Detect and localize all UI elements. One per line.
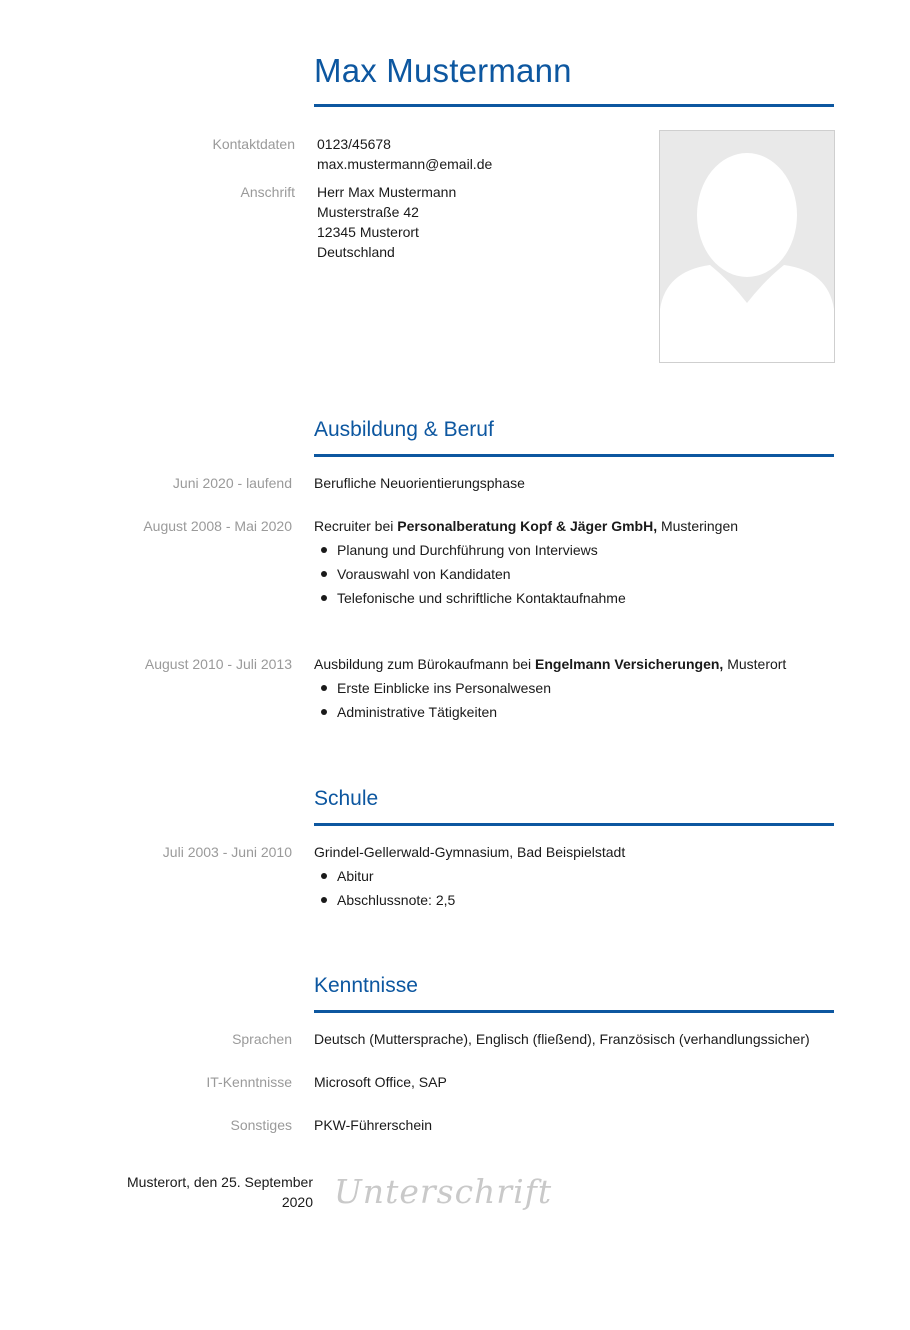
bullet-icon	[321, 571, 327, 577]
address-line: Herr Max Mustermann	[317, 184, 457, 200]
entry-text: Berufliche Neuorientierungsphase	[314, 475, 525, 491]
section-divider	[314, 1010, 834, 1013]
person-placeholder-icon	[660, 131, 834, 362]
entry-date: August 2008 - Mai 2020	[143, 518, 292, 534]
entry-date: August 2010 - Juli 2013	[144, 656, 292, 672]
title-divider	[314, 104, 834, 107]
bullet-list	[314, 864, 854, 912]
contact-phone: 0123/45678	[317, 136, 391, 152]
list-item	[337, 676, 854, 700]
bullet-list	[314, 676, 854, 724]
bullet-icon	[321, 595, 327, 601]
entry-text: Grindel-Gellerwald-Gymnasium, Bad Beispielstadt	[314, 844, 626, 860]
list-item	[337, 864, 854, 888]
contact-label: Kontaktdaten	[212, 136, 295, 152]
list-item	[337, 562, 854, 586]
list-item	[337, 700, 854, 724]
section-title-skills: Kenntnisse	[314, 974, 418, 997]
list-item-text: Telefonische und schriftliche Kontaktaufnahme	[337, 590, 626, 606]
skill-label: Sonstiges	[230, 1117, 292, 1133]
section-divider	[314, 823, 834, 826]
entry-location: Musterort	[723, 656, 787, 672]
entry-date: Juni 2020 - laufend	[172, 475, 292, 491]
place-date-line: Musterort, den 25. September	[127, 1174, 313, 1190]
entry-date: Juli 2003 - Juni 2010	[162, 844, 292, 860]
school-entry	[314, 840, 854, 912]
career-entry	[314, 514, 854, 610]
list-item	[337, 888, 854, 912]
career-entry	[314, 471, 854, 495]
bullet-icon	[321, 547, 327, 553]
section-title-school: Schule	[314, 787, 379, 810]
list-item-text: Administrative Tätigkeiten	[337, 704, 498, 720]
entry-text: Ausbildung zum Bürokaufmann bei	[314, 656, 536, 672]
address-label: Anschrift	[240, 184, 295, 200]
contact-email: max.mustermann@email.de	[317, 156, 493, 172]
list-item-text: Planung und Durchführung von Interviews	[337, 542, 598, 558]
skill-value: Deutsch (Muttersprache), Englisch (fließend), Französisch (verhandlungssicher)	[314, 1031, 810, 1047]
list-item-text: Vorauswahl von Kandidaten	[337, 566, 511, 582]
place-date-line: 2020	[281, 1194, 313, 1210]
address-line: Musterstraße 42	[317, 204, 419, 220]
entry-text: Recruiter bei	[314, 518, 398, 534]
bullet-icon	[321, 897, 327, 903]
list-item-text: Abschlussnote: 2,5	[337, 892, 456, 908]
skill-label: IT-Kenntnisse	[206, 1074, 292, 1090]
section-title-career: Ausbildung & Beruf	[314, 418, 494, 441]
career-entry	[314, 652, 854, 724]
list-item-text: Abitur	[337, 868, 374, 884]
skill-value: PKW-Führerschein	[314, 1117, 433, 1133]
employer-name: Personalberatung Kopf & Jäger GmbH,	[397, 518, 658, 534]
bullet-icon	[321, 873, 327, 879]
skill-value: Microsoft Office, SAP	[314, 1074, 447, 1090]
bullet-list	[314, 538, 854, 610]
section-divider	[314, 454, 834, 457]
list-item	[337, 586, 854, 610]
list-item-text: Erste Einblicke ins Personalwesen	[337, 680, 551, 696]
employer-name: Engelmann Versicherungen,	[535, 656, 724, 672]
profile-photo	[659, 130, 835, 363]
list-item	[337, 538, 854, 562]
address-line: 12345 Musterort	[317, 224, 419, 240]
bullet-icon	[321, 709, 327, 715]
signature: Unterschrift	[334, 1172, 553, 1211]
entry-location: Musteringen	[657, 518, 739, 534]
address-line: Deutschland	[317, 244, 395, 260]
page-title: Max Mustermann	[314, 52, 572, 89]
skill-label: Sprachen	[232, 1031, 292, 1047]
place-date	[110, 1172, 313, 1212]
bullet-icon	[321, 685, 327, 691]
